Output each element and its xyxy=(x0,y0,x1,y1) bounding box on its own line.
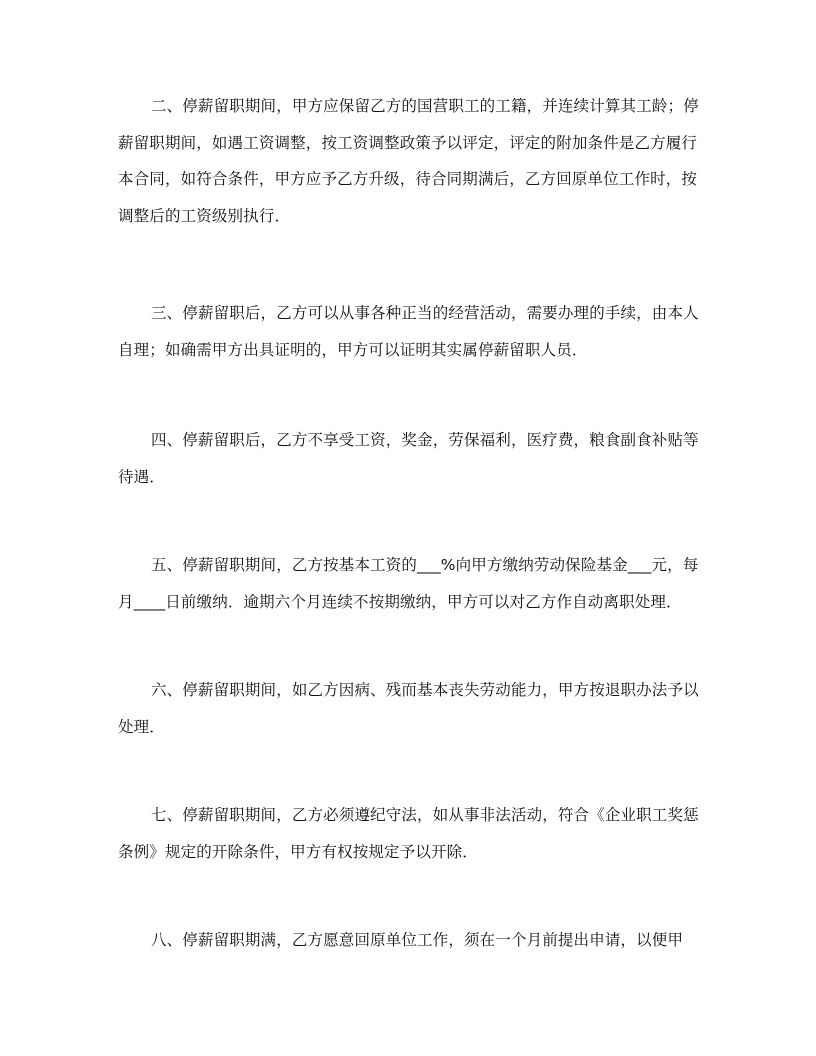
clause-5-paragraph: 五、停薪留职期间，乙方按基本工资的___%向甲方缴纳劳动保险基金___元，每月____日前缴纳．逾期六个月连续不按期缴纳，甲方可以对乙方作自动离职处理． xyxy=(118,556,699,611)
clause-4-paragraph: 四、停薪留职后，乙方不享受工资，奖金，劳保福利，医疗费，粮食副食补贴等待遇． xyxy=(118,431,699,486)
clause-3-paragraph: 三、停薪留职后，乙方可以从事各种正当的经营活动，需要办理的手续，由本人自理；如确需甲方出具证明的，甲方可以证明其实属停薪留职人员． xyxy=(118,304,699,359)
clause-2-paragraph: 二、停薪留职期间，甲方应保留乙方的国营职工的工籍，并连续计算其工龄；停薪留职期间，如遇工资调整，按工资调整政策予以评定，评定的附加条件是乙方履行本合同，如符合条件，甲方应予乙方升级，待合同期满后，乙方回原单位工作时，按调整后的工资级别执行． xyxy=(118,97,699,225)
clause-7-paragraph: 七、停薪留职期间，乙方必须遵纪守法，如从事非法活动，符合《企业职工奖惩条例》规定的开除条件，甲方有权按规定予以开除． xyxy=(118,806,699,861)
clause-8-paragraph: 八、停薪留职期满，乙方愿意回原单位工作，须在一个月前提出申请，以便甲 xyxy=(151,931,684,949)
clause-6-paragraph: 六、停薪留职期间，如乙方因病、残而基本丧失劳动能力，甲方按退职办法予以处理． xyxy=(118,681,699,736)
